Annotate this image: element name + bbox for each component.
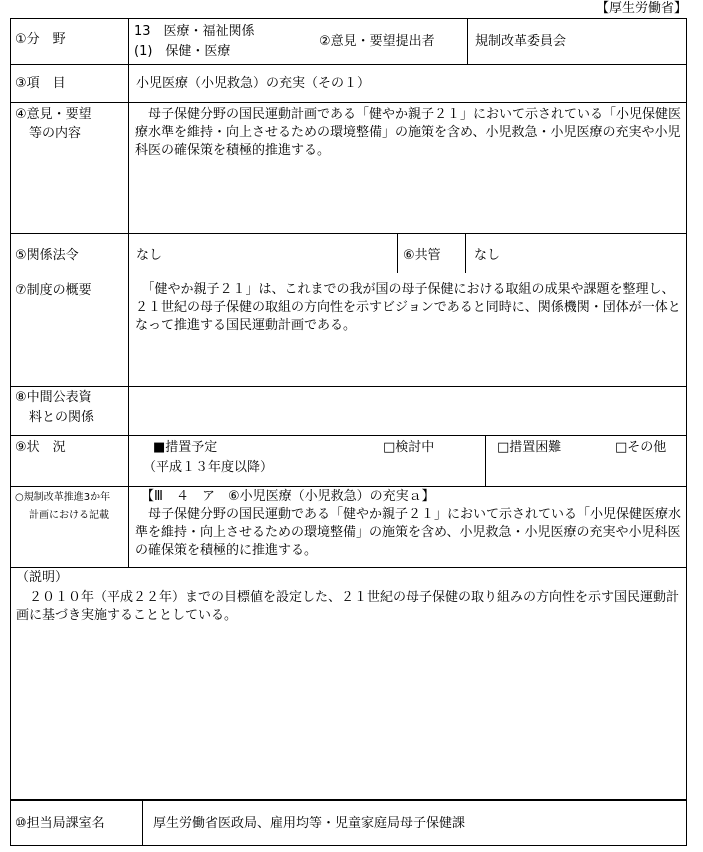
opinion-label-line1: ④意見・要望: [15, 107, 92, 122]
row-divider: [11, 102, 686, 103]
system-label: ⑦制度の概要: [15, 283, 92, 298]
ministry-label: 【厚生労働省】: [595, 1, 687, 16]
plan-heading: 【Ⅲ ４ ア ⑥小児医療（小児救急）の充実ａ】: [141, 489, 435, 504]
row-divider: [11, 64, 686, 65]
law-label: ⑤関係法令: [15, 248, 79, 263]
joint-value: なし: [474, 248, 501, 263]
row-divider: [11, 233, 686, 234]
opinion-text: 母子保健分野の国民運動計画である「健やか親子２１」において示されている「小児保健医療水準を維持・向上させるための環境整備」の施策を含め、小児救急・小児医療の充実や小児科医の確保策を積極的推進する。: [135, 107, 682, 158]
main-table: [10, 18, 687, 568]
division-row: [10, 800, 687, 846]
status-label: ⑨状 況: [15, 440, 66, 455]
status-note: （平成１３年度以降）: [143, 460, 274, 475]
row-divider: [11, 435, 686, 436]
opinion-label-line2: 等の内容: [29, 126, 82, 141]
label-column-divider: [128, 19, 129, 567]
joint-label: ⑥共管: [403, 248, 441, 263]
division-value: 厚生労働省医政局、雇用均等・児童家庭局母子保健課: [153, 816, 466, 831]
joint-divider: [397, 233, 398, 273]
system-text: 「健やか親子２１」は、これまでの我が国の母子保健における取組の成果や課題を整理し、２１世紀の母子保健の取組の方向性を示すビジョンであると同時に、関係機関・団体が一体となって推進する国民運動計画である。: [135, 282, 681, 333]
item-value: 小児医療（小児救急）の充実（その１）: [136, 76, 371, 91]
interim-label-line2: 料との関係: [29, 410, 95, 425]
division-divider: [142, 801, 143, 845]
explanation-text: ２０１０年（平成２２年）までの目標値を設定した、２１世紀の母子保健の取り組みの方向性を示す国民運動計画に基づき実施することとしている。: [16, 590, 680, 623]
field-value-line1: 13 医療・福祉関係: [134, 24, 255, 39]
field-label: ①分 野: [15, 32, 66, 47]
field-value-line2: (1) 保健・医療: [134, 44, 231, 59]
submitter-value: 規制改革委員会: [475, 34, 567, 49]
plan-label-line1: ○規制改革推進3か年: [15, 492, 111, 503]
document-sheet: [10, 18, 687, 852]
row-divider: [11, 486, 686, 487]
interim-label-line1: ⑧中間公表資: [15, 390, 92, 405]
submitter-label: ②意見・要望提出者: [319, 34, 435, 49]
status-option-difficult: □措置困難: [497, 440, 562, 455]
item-label: ③項 目: [15, 76, 66, 91]
status-option-planned: ■措置予定: [153, 440, 218, 455]
division-label: ⑩担当局課室名: [15, 816, 105, 831]
status-divider: [485, 435, 486, 486]
plan-label-line2: 計画における記載: [29, 510, 109, 521]
status-option-reviewing: □検討中: [383, 440, 435, 455]
explanation-box: [10, 567, 687, 800]
row-divider: [11, 386, 686, 387]
law-value: なし: [136, 248, 163, 263]
status-option-other: □その他: [615, 440, 667, 455]
joint-divider: [465, 233, 466, 273]
explanation-label: （説明）: [16, 570, 69, 585]
submitter-divider: [467, 19, 468, 64]
plan-text: 母子保健分野の国民運動である「健やか親子２１」において示されている「小児保健医療水準を維持・向上させるための環境整備」の施策を含め、小児救急・小児医療の充実や小児科医の確保策を積極的に推進する。: [135, 507, 682, 558]
